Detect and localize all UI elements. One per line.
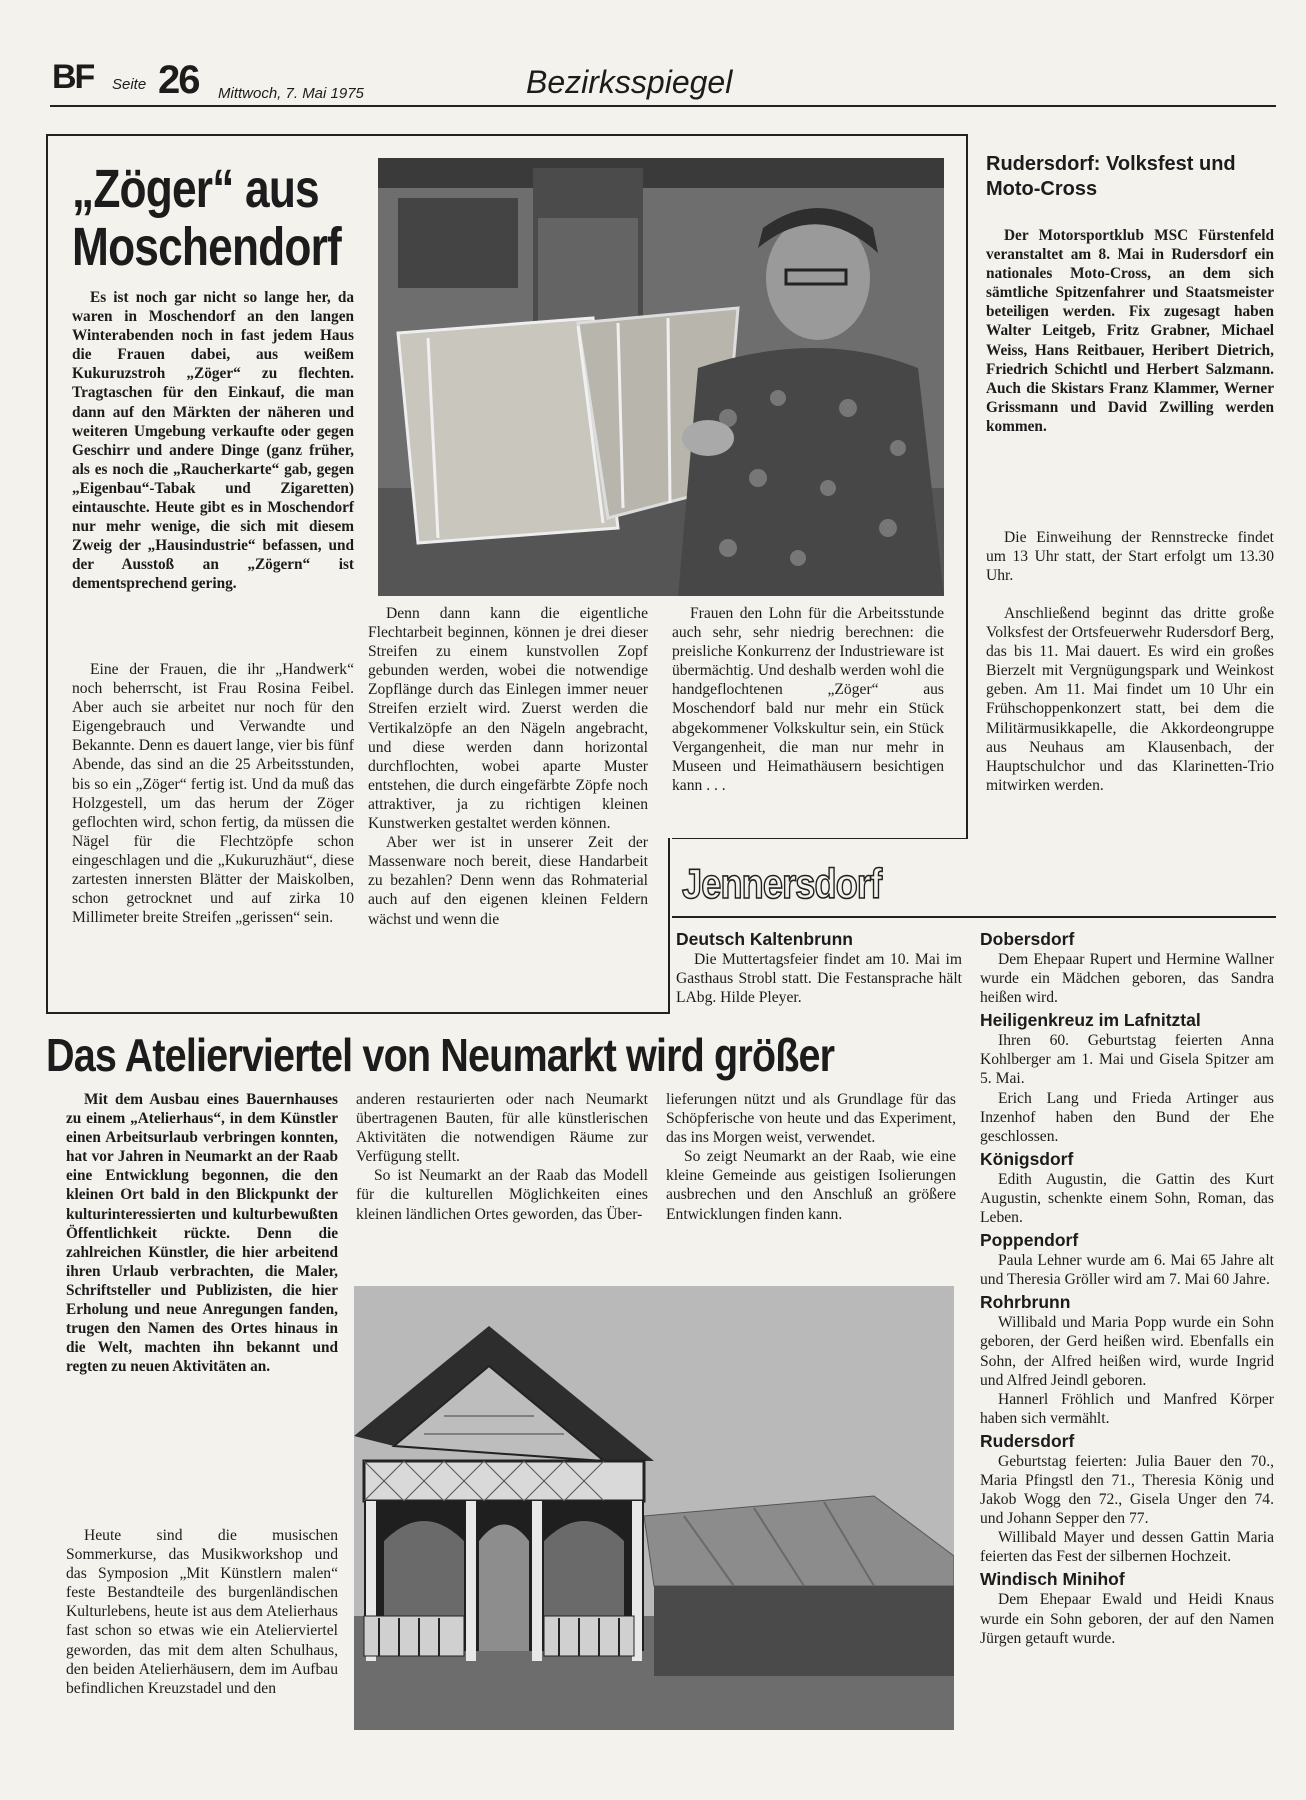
photo-woman-weaving [378, 158, 944, 596]
place-windisch-minihof: Windisch Minihof [980, 1569, 1125, 1590]
article1-col2: Denn dann kann die eigentliche Flechtarbeit beginnen, können je drei dieser Streifen zu einem kunstvollen Zopf gebunden werden, wobei die notwendige Zopflänge durch das Einlegen immer neuer Streifen erzielt wird. Zuerst werden die Vertikalzöpfe an den Nägeln angebracht, und diese werden dann horizontal durchflochten, wobei aparte Muster entstehen, die durch eingefärbte Zöpfe noch attraktiver, ja zu richtigen kleinen Kunstwerken gestaltet werden können. Aber wer ist in unserer Zeit der Massenware noch bereit, diese Handarbeit zu bezahlen? Denn wenn das Rohmaterial auch auf den eigenen kleinen Feldern wächst und wenn die [368, 605, 648, 928]
place-koenigsdorf: Königsdorf [980, 1148, 1074, 1169]
jennersdorf-item-deutsch-kaltenbrunn: Deutsch Kaltenbrunn Die Muttertagsfeier findet am 10. Mai im Gasthaus Strobl statt. Die Festansprache hält LAbg. Hilde Pleyer. [676, 929, 962, 1007]
article3-lead: Mit dem Ausbau eines Bauernhauses zu einem „Atelierhaus“, in dem Künstler einen Arbeitsurlaub verbringen konnten, hat vor Jahren in Neumarkt an der Raab eine Entwicklung begonnen, die den kleinen Ort bald in den Blickpunkt der kulturinteressierten und kulturbewußten Öffentlichkeit rückte. Denn die zahlreichen Künstler, die hier arbeitend ihren Urlaub verbrachten, die Maler, Schriftsteller und Publizisten, die hier Erholung und neue Anregungen fanden, trugen den Namen des Ortes hinaus in die Welt, machten ihn bekannt und regten zu neuen Aktivitäten an. [66, 1091, 338, 1376]
article2-p2: Die Einweihung der Rennstrecke findet um 13 Uhr statt, der Start erfolgt um 13.30 Uhr. [986, 529, 1274, 585]
box-rule-top [46, 134, 968, 136]
article3-col2: anderen restaurierten oder nach Neumarkt übertragenen Bauten, für alle künstlerischen Aktivitäten die notwendigen Räume zur Verfügung stellt. So ist Neumarkt an der Raab das Modell für die kulturellen Möglichkeiten eines kleinen ländlichen Ortes geworden, das Über- [356, 1091, 648, 1223]
box-rule-bottom [46, 1012, 668, 1014]
place-rudersdorf: Rudersdorf [980, 1430, 1075, 1451]
box-rule-left [46, 134, 48, 1014]
box-rule-right [966, 134, 968, 838]
box-rule-step [668, 838, 670, 1014]
masthead-rule [50, 105, 1276, 107]
page-number: 26 [158, 58, 199, 102]
jennersdorf-col-right: Dobersdorf Dem Ehepaar Rupert und Hermine Wallner wurde ein Mädchen geboren, das Sandra heißen wird. Heiligenkreuz im Lafnitztal Ihren 60. Geburtstag feierten Anna Kohlberger am 1. Mai und Gisela Spitzer am 5. Mai. Erich Lang und Frieda Artinger aus Inzenhof haben den Bund der Ehe geschlossen. Königsdorf Edith Augustin, die Gattin des Kurt Augustin, schenkte einem Sohn, Roman, das Leben. Poppendorf Paula Lehner wurde am 6. Mai 65 Jahre alt und Theresia Gröller wird am 7. Mai 60 Jahre. Rohrbrunn Willibald und Maria Popp wurde ein Sohn geboren, der Gerd heißen wird. Ebenfalls ein Sohn, der Alfred heißen wird, wurde Ingrid und Alfred Jeindl geboren. Hannerl Fröhlich und Manfred Körper haben sich vermählt. Rudersdorf Geburtstag feierten: Julia Bauer den 70., Maria Pfingstl den 71., Theresia König und Jakob Wogg den 72., Gisela Unger den 74. und Johann Sepper den 77. Willibald Mayer und dessen Gattin Maria feierten das Fest der silbernen Hochzeit. Windisch Minihof Dem Ehepaar Ewald und Heidi Knaus wurde ein Sohn geboren, der auf den Namen Jürgen getauft wurde. [980, 929, 1274, 1647]
jennersdorf-rule [672, 916, 1276, 918]
article1-col3: Frauen den Lohn für die Arbeitsstunde auch sehr, sehr niedrig berechnen: die preisliche Konkurrenz der Industrieware ist übermächtig. Und deshalb werden wohl die handgeflochtenen „Zöger“ aus Moschendorf bald nur mehr ein Stück abgekommener Volkskultur sein, ein Stück Vergangenheit, die man nur mehr in Museen und Heimathäusern besichtigen kann . . . [672, 605, 944, 794]
article1-col1: Eine der Frauen, die ihr „Handwerk“ noch beherrscht, ist Frau Rosina Feibel. Aber auch sie arbeitet nur noch für den Eigengebrauch und Verwandte und Bekannte. Denn es dauert lange, vier bis fünf Abende, das sind an die 25 Arbeitsstunden, bis so ein „Zöger“ fertig ist. Und da muß das Holzgestell, um das herum der Zöger geflochten wird, schon fertig, da müssen die Nägel für die Flechtzöpfe schon eingeschlagen und die „Kukuruzhäut“, diese zartesten innersten Blätter der Maiskolben, schon getrocknet und auf zirka 10 Millimeter breite Streifen „gerissen“ sein. [72, 661, 354, 927]
place-heiligenkreuz: Heiligenkreuz im Lafnitztal [980, 1010, 1201, 1031]
article3-headline: Das Atelierviertel von Neumarkt wird größer [46, 1029, 835, 1081]
article1-headline: „Zöger“ aus Moschendorf [72, 159, 341, 277]
place-poppendorf: Poppendorf [980, 1230, 1079, 1251]
article3-col3: lieferungen nützt und als Grundlage für das Schöpferische von heute und das Experiment, das ins Morgen weist, verwendet. So zeigt Neumarkt an der Raab, wie eine kleine Gemeinde aus geistigen Isolierungen ausbrechen und den Anschluß an größere Entwicklungen finden kann. [666, 1091, 956, 1223]
photo-atelier-pavilion [354, 1286, 954, 1730]
place-dobersdorf: Dobersdorf [980, 929, 1075, 949]
jennersdorf-logo: Jennersdorf [682, 860, 882, 907]
place-rohrbrunn: Rohrbrunn [980, 1292, 1071, 1313]
section-title: Bezirksspiegel [526, 64, 733, 100]
article2-headline: Rudersdorf: Volksfest und Moto-Cross [986, 153, 1236, 200]
newspaper-brand: BF [52, 58, 94, 96]
article2-body: Der Motorsportklub MSC Fürstenfeld veranstaltet am 8. Mai in Rudersdorf ein nationales Moto-Cross, an dem sich sämtliche Spitzenfahrer und Staatsmeister beteiligen werden. Fix zugesagt haben Walter Leitgeb, Fritz Grabner, Michael Weiss, Hans Reitbauer, Heribert Dietrich, Friedrich Schichtl und Herbert Salzmann. Auch die Skistars Franz Klammer, Werner Grissmann und David Zwilling werden kommen. [986, 227, 1274, 435]
seite-label: Seite [112, 76, 147, 93]
jennersdorf-rule-left [672, 838, 968, 839]
issue-date: Mittwoch, 7. Mai 1975 [218, 85, 364, 102]
article1-lead: Es ist noch gar nicht so lange her, da waren in Moschendorf an den langen Winterabenden noch in fast jedem Haus die Frauen dabei, aus weißem Kukuruzstroh „Zöger“ zu flechten. Tragtaschen für den Einkauf, die man dann auf den Märkten der näheren und weiteren Umgebung verkaufte oder gegen Geschirr und andere Dinge (ganz früher, als es noch die „Raucherkarte“ gab, gegen „Eigenbau“-Tabak und Zigaretten) eintauschte. Heute gibt es in Moschendorf nur mehr wenige, die sich mit diesem Zweig der „Hausindustrie“ befassen, und der Ausstoß an „Zögern“ ist dementsprechend gering. [72, 289, 354, 593]
article3-col1b: Heute sind die musischen Sommerkurse, das Musikworkshop und das Symposion „Mit Künstlern malen“ feste Bestandteile des burgenländischen Kulturlebens, heute ist aus dem Atelierhaus fast schon so etwas wie ein Atelierviertel geworden, das mit dem alten Schulhaus, den beiden Atelierhäusern, dem im Aufbau befindlichen Kreuzstadel und den [66, 1527, 338, 1697]
article2-p3: Anschließend beginnt das dritte große Volksfest der Ortsfeuerwehr Rudersdorf Berg, das bis 11. Mai dauert. Es wird ein großes Bierzelt mit Vergnügungspark und Weinkost geben. Am 11. Mai findet um 10 Uhr ein Frühschoppenkonzert statt, bei dem die Militärmusikkapelle, die Akkordeongruppe aus Neuhaus am Klausenbach, der Hauptschulchor und das Klarinetten-Trio mitwirken werden. [986, 605, 1274, 794]
